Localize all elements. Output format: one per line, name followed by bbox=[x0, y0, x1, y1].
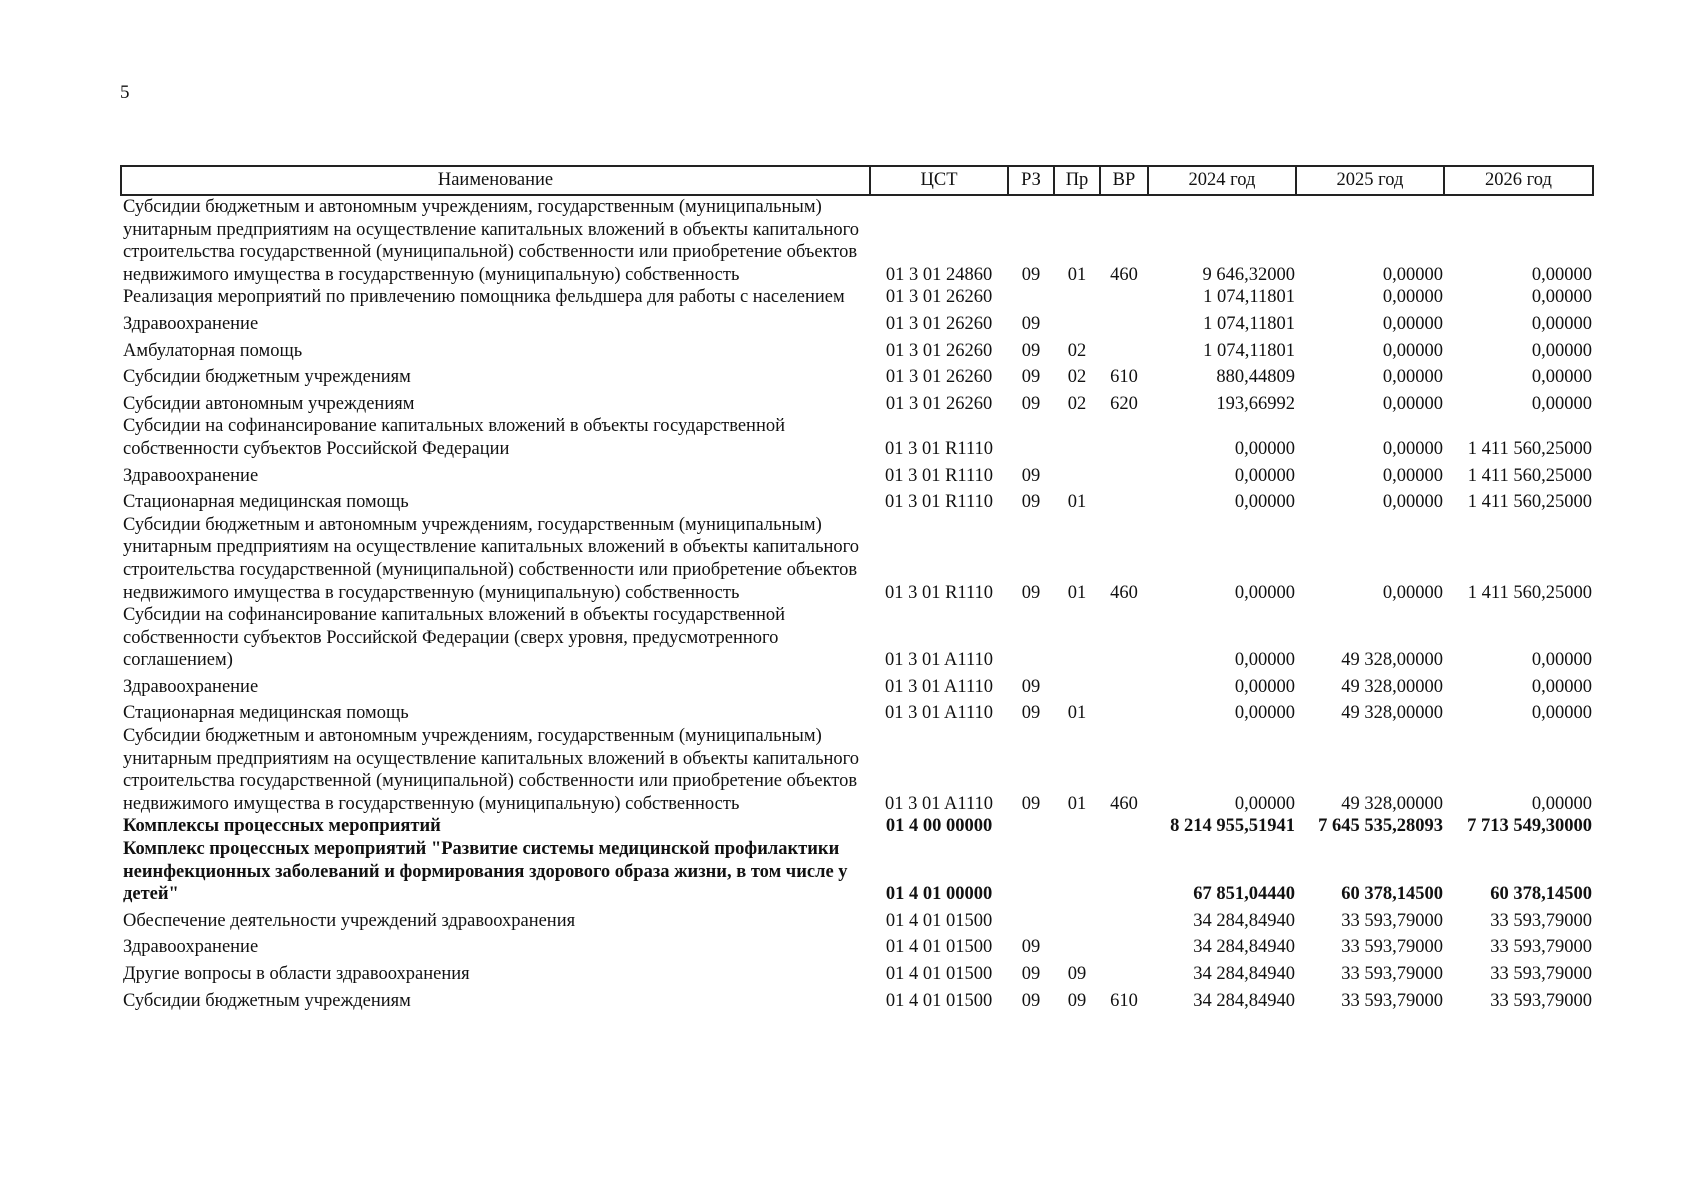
row-pr bbox=[1054, 309, 1100, 336]
row-rz bbox=[1008, 415, 1054, 460]
row-cst: 01 3 01 R1110 bbox=[884, 438, 994, 459]
row-name: Субсидии бюджетным и автономным учреждениям, государственным (муниципальным) унитарным предприятиям на осуществление капитальных вложений в объекты капитального строительства государственной (муниципальной) собственности или приобретение объектов недвижимого имущества в государственную (муниципальную) собственность bbox=[123, 514, 860, 603]
row-2024: 34 284,84940 bbox=[1193, 937, 1295, 958]
row-vr bbox=[1100, 286, 1148, 309]
row-2024: 1 074,11801 bbox=[1203, 287, 1295, 308]
row-name: Здравоохранение bbox=[123, 937, 259, 958]
table-row bbox=[121, 986, 1593, 1013]
row-rz: 09 bbox=[1021, 465, 1041, 486]
row-rz: 09 bbox=[1021, 340, 1041, 361]
row-name: Субсидии бюджетным и автономным учреждениям, государственным (муниципальным) унитарным предприятиям на осуществление капитальных вложений в объекты капитального строительства государственной (муниципальной) собственности или приобретение объектов недвижимого имущества в государственную (муниципальную) собственность bbox=[123, 197, 860, 285]
row-cst: 01 4 00 00000 bbox=[885, 816, 993, 837]
row-2026: 0,00000 bbox=[1531, 650, 1592, 671]
row-pr: 01 bbox=[1067, 703, 1087, 724]
row-2026: 0,00000 bbox=[1531, 313, 1592, 334]
row-pr bbox=[1054, 906, 1100, 933]
row-cst: 01 4 01 01500 bbox=[885, 990, 993, 1011]
header-row bbox=[121, 166, 1593, 195]
row-2024: 0,00000 bbox=[1234, 650, 1295, 671]
row-name: Здравоохранение bbox=[123, 465, 259, 486]
row-2024: 8 214 955,51941 bbox=[1170, 816, 1295, 837]
row-2026: 0,00000 bbox=[1531, 264, 1592, 285]
row-2025: 0,00000 bbox=[1382, 287, 1443, 308]
row-2025: 0,00000 bbox=[1382, 367, 1443, 388]
row-2026: 33 593,79000 bbox=[1490, 937, 1592, 958]
header-2025: 2025 год bbox=[1296, 166, 1444, 195]
row-rz: 09 bbox=[1021, 313, 1041, 334]
header-cst: ЦСТ bbox=[870, 166, 1008, 195]
row-cst: 01 3 01 24860 bbox=[885, 264, 993, 285]
row-2025: 0,00000 bbox=[1382, 438, 1443, 459]
row-vr bbox=[1100, 932, 1148, 959]
row-name: Комплекс процессных мероприятий "Развитие системы медицинской профилактики неинфекционных заболеваний и формирования здорового образа жизни, в том числе у детей" bbox=[123, 839, 848, 905]
row-cst: 01 3 01 26260 bbox=[885, 287, 993, 308]
row-2026: 0,00000 bbox=[1531, 393, 1592, 414]
row-name: Здравоохранение bbox=[123, 313, 259, 334]
row-pr bbox=[1054, 461, 1100, 488]
row-pr bbox=[1054, 286, 1100, 309]
table-row bbox=[121, 725, 1593, 815]
row-name: Амбулаторная помощь bbox=[123, 340, 303, 361]
table-row bbox=[121, 336, 1593, 363]
row-2025: 49 328,00000 bbox=[1341, 793, 1443, 814]
table-row bbox=[121, 932, 1593, 959]
row-rz bbox=[1008, 815, 1054, 838]
row-pr: 01 bbox=[1067, 492, 1087, 513]
row-vr bbox=[1100, 309, 1148, 336]
row-vr bbox=[1100, 604, 1148, 672]
table-row bbox=[121, 838, 1593, 906]
header-pr: Пр bbox=[1054, 166, 1100, 195]
table-row bbox=[121, 604, 1593, 672]
row-2024: 0,00000 bbox=[1234, 676, 1295, 697]
table-row bbox=[121, 906, 1593, 933]
row-2025: 0,00000 bbox=[1382, 264, 1443, 285]
row-name: Комплексы процессных мероприятий bbox=[123, 816, 441, 837]
row-2025: 33 593,79000 bbox=[1341, 910, 1443, 931]
row-vr: 460 bbox=[1110, 793, 1138, 814]
budget-table bbox=[120, 165, 1594, 1012]
row-cst: 01 3 01 A1110 bbox=[884, 650, 994, 671]
row-pr bbox=[1054, 932, 1100, 959]
row-name: Субсидии бюджетным и автономным учреждениям, государственным (муниципальным) унитарным предприятиям на осуществление капитальных вложений в объекты капитального строительства государственной (муниципальной) собственности или приобретение объектов недвижимого имущества в государственную (муниципальную) собственность bbox=[123, 726, 860, 814]
row-2026: 0,00000 bbox=[1531, 703, 1592, 724]
row-2025: 0,00000 bbox=[1382, 492, 1443, 513]
row-pr: 01 bbox=[1067, 264, 1087, 285]
table-row bbox=[121, 672, 1593, 699]
row-2024: 34 284,84940 bbox=[1193, 990, 1295, 1011]
row-vr: 610 bbox=[1110, 367, 1138, 388]
row-vr bbox=[1100, 672, 1148, 699]
row-name: Субсидии на софинансирование капитальных вложений в объекты государственной собственности субъектов Российской Федерации (сверх уровня, предусмотренного соглашением) bbox=[123, 605, 785, 671]
table-row bbox=[121, 815, 1593, 838]
row-2025: 0,00000 bbox=[1382, 340, 1443, 361]
row-2024: 1 074,11801 bbox=[1203, 313, 1295, 334]
row-pr: 02 bbox=[1067, 393, 1087, 414]
header-2024: 2024 год bbox=[1148, 166, 1296, 195]
row-vr bbox=[1100, 815, 1148, 838]
row-2024: 0,00000 bbox=[1234, 492, 1295, 513]
row-vr bbox=[1100, 959, 1148, 986]
row-2026: 33 593,79000 bbox=[1490, 964, 1592, 984]
row-vr bbox=[1100, 461, 1148, 488]
table-row bbox=[121, 415, 1593, 460]
row-rz: 09 bbox=[1021, 492, 1041, 513]
row-pr bbox=[1054, 838, 1100, 906]
row-2024: 34 284,84940 bbox=[1193, 964, 1295, 984]
row-pr: 02 bbox=[1067, 367, 1087, 388]
row-pr bbox=[1054, 415, 1100, 460]
row-cst: 01 4 01 01500 bbox=[885, 910, 993, 931]
row-2025: 0,00000 bbox=[1382, 393, 1443, 414]
row-2025: 33 593,79000 bbox=[1341, 937, 1443, 958]
row-2025: 33 593,79000 bbox=[1341, 964, 1443, 984]
row-2024: 0,00000 bbox=[1234, 465, 1295, 486]
row-2026: 0,00000 bbox=[1531, 676, 1592, 697]
table-header bbox=[121, 166, 1593, 195]
row-2024: 0,00000 bbox=[1234, 438, 1295, 459]
row-2026: 1 411 560,25000 bbox=[1467, 438, 1592, 459]
header-name: Наименование bbox=[121, 166, 870, 195]
row-2026: 0,00000 bbox=[1531, 367, 1592, 388]
row-vr bbox=[1100, 487, 1148, 514]
table-row bbox=[121, 362, 1593, 389]
row-rz: 09 bbox=[1021, 582, 1041, 603]
row-rz: 09 bbox=[1021, 264, 1041, 285]
row-vr bbox=[1100, 838, 1148, 906]
row-2025: 49 328,00000 bbox=[1341, 676, 1443, 697]
row-2024: 880,44809 bbox=[1216, 367, 1295, 388]
row-cst: 01 3 01 26260 bbox=[885, 393, 993, 414]
row-2025: 49 328,00000 bbox=[1341, 703, 1443, 724]
row-2026: 33 593,79000 bbox=[1490, 910, 1592, 931]
row-pr: 09 bbox=[1067, 964, 1087, 984]
row-cst: 01 3 01 A1110 bbox=[884, 676, 994, 697]
page-number: 5 bbox=[120, 82, 130, 103]
row-2024: 34 284,84940 bbox=[1193, 910, 1295, 931]
row-2025: 60 378,14500 bbox=[1341, 884, 1443, 905]
row-name: Субсидии автономным учреждениям bbox=[123, 393, 415, 414]
table-row bbox=[121, 461, 1593, 488]
row-vr: 610 bbox=[1110, 990, 1138, 1011]
table-row bbox=[121, 286, 1593, 309]
row-2024: 0,00000 bbox=[1234, 793, 1295, 814]
row-pr: 01 bbox=[1067, 582, 1087, 603]
row-pr bbox=[1054, 604, 1100, 672]
row-cst: 01 4 01 00000 bbox=[885, 884, 993, 905]
table-row bbox=[121, 309, 1593, 336]
row-name: Стационарная медицинская помощь bbox=[123, 492, 409, 513]
row-name: Обеспечение деятельности учреждений здравоохранения bbox=[123, 910, 576, 931]
row-name: Субсидии на софинансирование капитальных вложений в объекты государственной собственности субъектов Российской Федерации bbox=[123, 416, 785, 459]
row-cst: 01 3 01 A1110 bbox=[884, 793, 994, 814]
row-2024: 193,66992 bbox=[1216, 393, 1295, 414]
row-2026: 7 713 549,30000 bbox=[1467, 816, 1592, 837]
row-vr bbox=[1100, 906, 1148, 933]
row-pr: 01 bbox=[1067, 793, 1087, 814]
row-2024: 1 074,11801 bbox=[1203, 340, 1295, 361]
row-2026: 1 411 560,25000 bbox=[1467, 492, 1592, 513]
row-cst: 01 3 01 26260 bbox=[885, 313, 993, 334]
table-row bbox=[121, 487, 1593, 514]
row-rz bbox=[1008, 906, 1054, 933]
row-vr bbox=[1100, 415, 1148, 460]
row-rz: 09 bbox=[1021, 793, 1041, 814]
row-vr: 460 bbox=[1110, 582, 1138, 603]
table-row bbox=[121, 195, 1593, 286]
row-name: Реализация мероприятий по привлечению помощника фельдшера для работы с населением bbox=[123, 287, 845, 308]
row-vr bbox=[1100, 698, 1148, 725]
row-2025: 7 645 535,28093 bbox=[1318, 816, 1443, 837]
header-2026: 2026 год bbox=[1444, 166, 1593, 195]
row-2025: 0,00000 bbox=[1382, 582, 1443, 603]
row-cst: 01 3 01 R1110 bbox=[884, 492, 994, 513]
row-cst: 01 4 01 01500 bbox=[885, 964, 993, 984]
row-cst: 01 3 01 A1110 bbox=[884, 703, 994, 724]
row-2026: 33 593,79000 bbox=[1490, 990, 1592, 1011]
row-pr bbox=[1054, 815, 1100, 838]
header-vr: ВР bbox=[1100, 166, 1148, 195]
row-2024: 67 851,04440 bbox=[1193, 884, 1295, 905]
row-rz: 09 bbox=[1021, 990, 1041, 1011]
row-rz: 09 bbox=[1021, 937, 1041, 958]
row-pr: 09 bbox=[1067, 990, 1087, 1011]
row-vr: 460 bbox=[1110, 264, 1138, 285]
row-rz: 09 bbox=[1021, 676, 1041, 697]
table-row bbox=[121, 698, 1593, 725]
row-cst: 01 3 01 26260 bbox=[885, 340, 993, 361]
row-2026: 1 411 560,25000 bbox=[1467, 582, 1592, 603]
table-row bbox=[121, 389, 1593, 416]
row-rz bbox=[1008, 604, 1054, 672]
row-pr bbox=[1054, 672, 1100, 699]
row-2026: 0,00000 bbox=[1531, 287, 1592, 308]
row-rz: 09 bbox=[1021, 964, 1041, 984]
row-2025: 0,00000 bbox=[1382, 465, 1443, 486]
row-rz: 09 bbox=[1021, 393, 1041, 414]
row-vr: 620 bbox=[1110, 393, 1138, 414]
row-2026: 0,00000 bbox=[1531, 793, 1592, 814]
table-row bbox=[121, 959, 1593, 986]
row-name: Здравоохранение bbox=[123, 676, 259, 697]
row-2025: 0,00000 bbox=[1382, 313, 1443, 334]
row-cst: 01 3 01 R1110 bbox=[884, 582, 994, 603]
row-2024: 9 646,32000 bbox=[1202, 264, 1295, 285]
row-2026: 60 378,14500 bbox=[1490, 884, 1592, 905]
row-2026: 1 411 560,25000 bbox=[1467, 465, 1592, 486]
row-cst: 01 4 01 01500 bbox=[885, 937, 993, 958]
row-2025: 49 328,00000 bbox=[1341, 650, 1443, 671]
row-2025: 33 593,79000 bbox=[1341, 990, 1443, 1011]
row-rz: 09 bbox=[1021, 367, 1041, 388]
row-rz bbox=[1008, 838, 1054, 906]
row-2026: 0,00000 bbox=[1531, 340, 1592, 361]
table-body bbox=[121, 195, 1593, 1012]
row-name: Субсидии бюджетным учреждениям bbox=[123, 990, 411, 1011]
row-name: Стационарная медицинская помощь bbox=[123, 703, 409, 724]
row-pr: 02 bbox=[1067, 340, 1087, 361]
row-2024: 0,00000 bbox=[1234, 703, 1295, 724]
row-rz: 09 bbox=[1021, 703, 1041, 724]
row-vr bbox=[1100, 336, 1148, 363]
row-2024: 0,00000 bbox=[1234, 582, 1295, 603]
row-name: Другие вопросы в области здравоохранения bbox=[123, 964, 470, 984]
table-row bbox=[121, 514, 1593, 604]
row-cst: 01 3 01 R1110 bbox=[884, 465, 994, 486]
row-rz bbox=[1008, 286, 1054, 309]
row-cst: 01 3 01 26260 bbox=[885, 367, 993, 388]
header-rz: РЗ bbox=[1008, 166, 1054, 195]
row-name: Субсидии бюджетным учреждениям bbox=[123, 367, 411, 388]
